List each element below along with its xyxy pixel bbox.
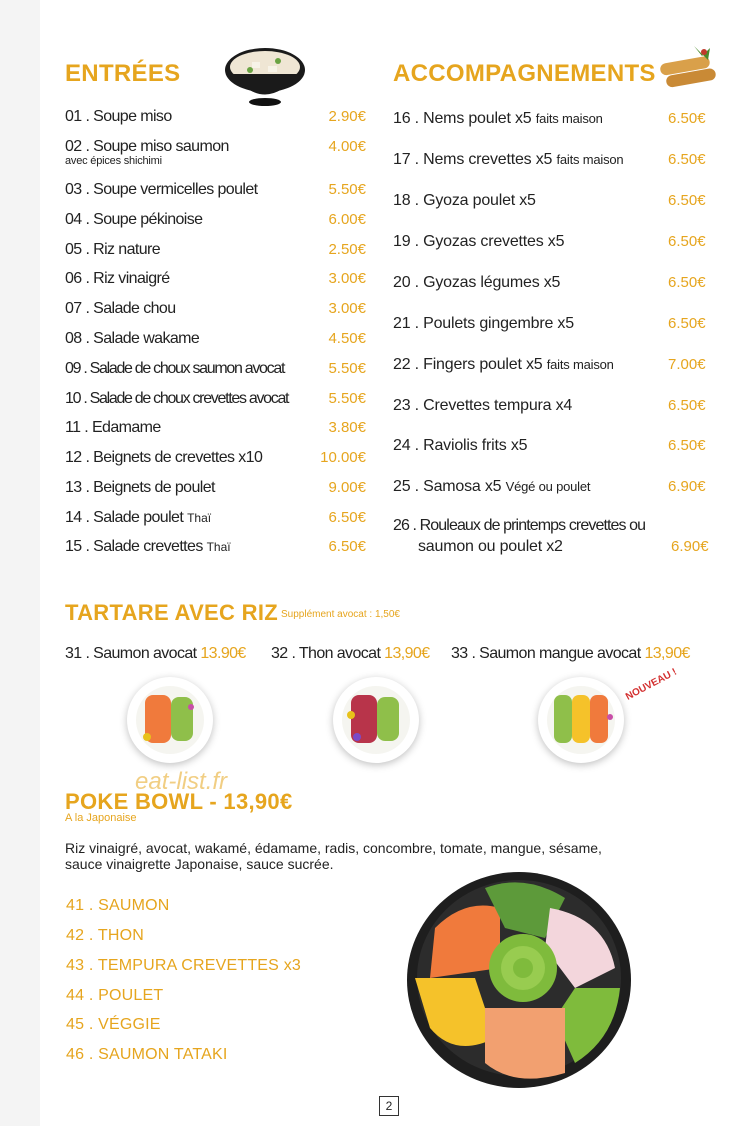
accompagnement-item [393, 315, 574, 333]
entree-item-label: 15 . Salade crevettes [65, 538, 203, 555]
poke-description-line2: sauce vinaigrette Japonaise, sauce sucrée. [65, 856, 334, 872]
entree-item-label: 08 . Salade wakame [65, 330, 200, 347]
entree-item-price: 10.00€ [320, 449, 366, 466]
entree-item-label: 11 . Edamame [65, 419, 161, 436]
accompagnement-item-label: 18 . Gyoza poulet x5 [393, 192, 536, 209]
entree-item-price: 6.50€ [328, 538, 366, 555]
entree-item-note: Thaï [187, 511, 212, 525]
entree-item-label: 07 . Salade chou [65, 300, 176, 317]
poke-item-41: 41 . SAUMON [66, 897, 170, 914]
tartare-item-price: 13.90€ [200, 645, 246, 662]
entree-item-label: 13 . Beignets de poulet [65, 479, 215, 496]
accompagnement-item-26-line1: 26 . Rouleaux de printemps crevettes ou [393, 517, 646, 534]
entree-item [65, 360, 284, 378]
poke-description-line1: Riz vinaigré, avocat, wakamé, édamame, radis, concombre, tomate, mangue, sésame, [65, 840, 602, 856]
accompagnement-item-price: 6.50€ [668, 192, 706, 209]
accompagnement-item [393, 437, 527, 455]
entree-item-price: 2.50€ [328, 241, 366, 258]
accompagnement-item [393, 397, 572, 415]
entree-item-price: 5.50€ [328, 390, 366, 407]
entree-item [65, 138, 229, 166]
entree-item [65, 479, 215, 497]
poke-item-45: 45 . VÉGGIE [66, 1016, 161, 1033]
entree-item-price: 3.80€ [328, 419, 366, 436]
entree-item-label: 10 . Salade de choux crevettes avocat [65, 390, 289, 407]
tartare-item-32 [271, 645, 430, 663]
entree-item-label: 03 . Soupe vermicelles poulet [65, 181, 258, 198]
tartare-item-label: 31 . Saumon avocat [65, 645, 197, 662]
accompagnement-item-price: 6.50€ [668, 437, 706, 454]
entree-item [65, 449, 262, 467]
entree-item [65, 300, 176, 318]
accompagnement-item-note: faits maison [546, 357, 614, 372]
entree-item-price: 9.00€ [328, 479, 366, 496]
miso-soup-image [222, 40, 308, 110]
accompagnement-item-price: 6.50€ [668, 397, 706, 414]
entree-item [65, 241, 160, 259]
entree-item-note: Thaï [206, 540, 231, 554]
tartare-bowl-mangue-image [538, 677, 624, 763]
entree-item-price: 6.00€ [328, 211, 366, 228]
poke-item-43: 43 . TEMPURA CREVETTES x3 [66, 957, 301, 974]
accompagnement-item-note: faits maison [556, 152, 624, 167]
accompagnement-item-label: 19 . Gyozas crevettes x5 [393, 233, 565, 250]
entree-item [65, 211, 202, 229]
accompagnement-item-26-price: 6.90€ [671, 538, 709, 555]
accompagnement-item-label: 22 . Fingers poulet x5 [393, 356, 543, 373]
entrees-title: ENTRÉES [65, 60, 181, 87]
accompagnement-item-label: 24 . Raviolis frits x5 [393, 437, 528, 454]
entree-item-price: 3.00€ [328, 300, 366, 317]
accompagnement-item-price: 6.50€ [668, 110, 706, 127]
accompagnement-item-note: Végé ou poulet [505, 479, 591, 494]
accompagnement-item [393, 192, 536, 210]
entree-item [65, 181, 258, 199]
accompagnement-item-price: 6.50€ [668, 233, 706, 250]
entree-item [65, 108, 172, 126]
entree-item [65, 330, 199, 348]
accompagnement-item-label: 21 . Poulets gingembre x5 [393, 315, 574, 332]
entree-item-label: 02 . Soupe miso saumon [65, 138, 229, 155]
tartare-supplement: Supplément avocat : 1,50€ [281, 609, 400, 620]
entree-item-label: 06 . Riz vinaigré [65, 270, 170, 287]
entree-item-label: 14 . Salade poulet [65, 509, 184, 526]
entree-item-label: 09 . Salade de choux saumon avocat [65, 360, 285, 377]
tartare-item-price: 13,90€ [384, 645, 430, 662]
tartare-item-label: 33 . Saumon mangue avocat [451, 645, 641, 662]
accompagnement-item [393, 356, 614, 374]
accompagnement-item-price: 6.50€ [668, 315, 706, 332]
accompagnement-item [393, 151, 623, 169]
tartare-title: TARTARE AVEC RIZ [65, 600, 278, 625]
accompagnement-item-label: 23 . Crevettes tempura x4 [393, 397, 573, 414]
accompagnement-item-label: 17 . Nems crevettes x5 [393, 151, 553, 168]
tartare-item-price: 13,90€ [644, 645, 690, 662]
accompagnement-item-label: 20 . Gyozas légumes x5 [393, 274, 561, 291]
accompagnement-item-note: faits maison [535, 111, 603, 126]
tartare-item-33 [451, 645, 690, 663]
entree-item-sub: avec épices shichimi [65, 155, 162, 167]
accompagnement-item-price: 7.00€ [668, 356, 706, 373]
tartare-item-label: 32 . Thon avocat [271, 645, 381, 662]
watermark: eat-list.fr [135, 768, 228, 795]
poke-subtitle: A la Japonaise [65, 812, 137, 824]
accompagnement-item [393, 110, 603, 128]
entree-item-price: 3.00€ [328, 270, 366, 287]
entree-item [65, 509, 211, 527]
entree-item [65, 270, 170, 288]
entree-item-label: 12 . Beignets de crevettes x10 [65, 449, 263, 466]
entree-item [65, 538, 231, 556]
entree-item [65, 390, 288, 408]
accompagnement-item-label: 16 . Nems poulet x5 [393, 110, 532, 127]
accompagnement-item-price: 6.50€ [668, 274, 706, 291]
entree-item-price: 5.50€ [328, 360, 366, 377]
accompagnement-item-label: 25 . Samosa x5 [393, 478, 502, 495]
nouveau-badge: NOUVEAU ! [624, 666, 679, 703]
accompagnement-item [393, 478, 590, 496]
poke-bowl-image [405, 868, 633, 1090]
spring-rolls-image [654, 42, 722, 94]
accompagnement-item-26-line2: saumon ou poulet x2 [418, 538, 563, 555]
tartare-bowl-thon-image [333, 677, 419, 763]
entree-item [65, 419, 161, 437]
poke-item-46: 46 . SAUMON TATAKI [66, 1046, 228, 1063]
tartare-bowl-saumon-image [127, 677, 213, 763]
entree-item-price: 5.50€ [328, 181, 366, 198]
poke-title: POKE BOWL - 13,90€ [65, 789, 293, 814]
entree-item-label: 05 . Riz nature [65, 241, 161, 258]
entree-item-label: 04 . Soupe pékinoise [65, 211, 203, 228]
accompagnement-item-price: 6.50€ [668, 151, 706, 168]
page-number: 2 [379, 1096, 399, 1116]
poke-item-42: 42 . THON [66, 927, 144, 944]
accompagnements-title: ACCOMPAGNEMENTS [393, 60, 656, 87]
accompagnement-item [393, 233, 564, 251]
tartare-item-31 [65, 645, 246, 663]
accompagnement-item [393, 274, 560, 292]
poke-item-44: 44 . POULET [66, 987, 164, 1004]
entree-item-label: 01 . Soupe miso [65, 108, 172, 125]
entree-item-price: 6.50€ [328, 509, 366, 526]
entree-item-price: 2.90€ [328, 108, 366, 125]
accompagnement-item-price: 6.90€ [668, 478, 706, 495]
entree-item-price: 4.00€ [328, 138, 366, 155]
entree-item-price: 4.50€ [328, 330, 366, 347]
